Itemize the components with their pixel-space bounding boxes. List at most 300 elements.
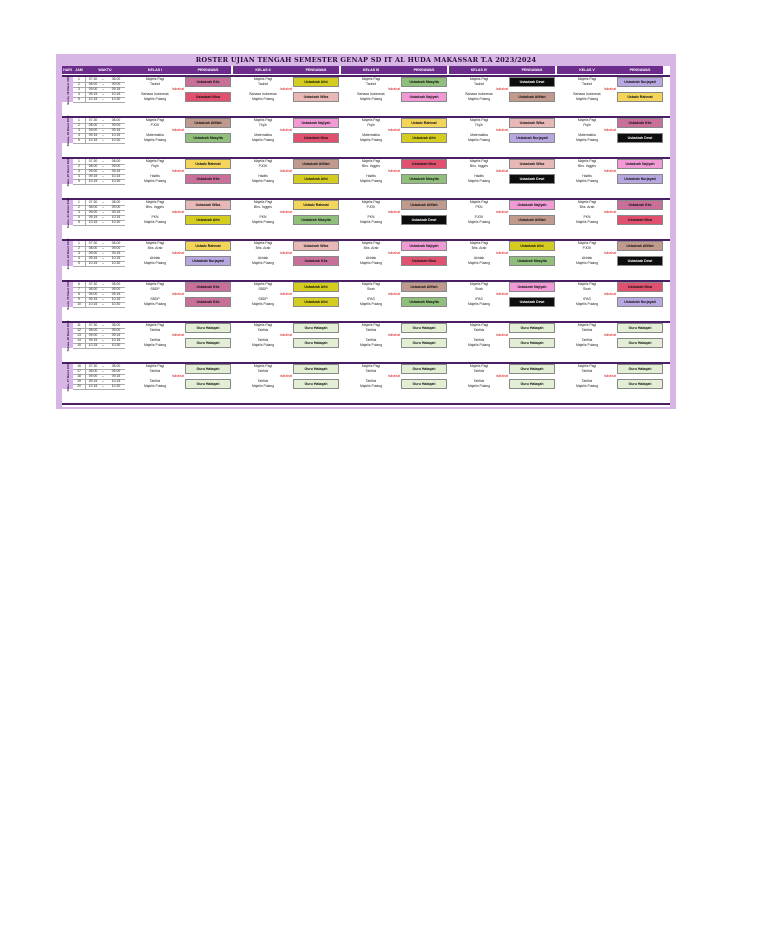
subject-cell: Fiqih [151,164,159,168]
pengawas-cell: Ustadzah Afni [401,133,447,143]
pengawas-cell: Guru Halaqah [617,338,663,348]
pengawas-cell: Ustadzah Afifiah [509,92,555,102]
start-time: 09.15 [85,92,100,98]
time-dash: – [99,256,107,262]
subject-cell: Majelis Pagi [361,77,381,81]
start-time: 07.30 [85,118,100,124]
subject-cell: Majelis Pagi [577,159,597,163]
pengawas-cell: Ustadzah Najiyah [293,118,339,128]
subject-cell: Majelis Pulang [359,179,383,183]
pengawas-cell: Ustadzah Dewi [617,133,663,143]
pengawas-cell: Ustadzah Masyita [293,215,339,225]
start-time: 09.00 [85,333,100,339]
jam-header: JAM [73,66,85,74]
break-cell: Istirahat [279,292,293,296]
subject-cell: Tahfidz [365,369,377,373]
subject-cell: Bhs. Arab [471,246,487,250]
end-time: 09.15 [107,333,125,339]
break-cell: Istirahat [279,169,293,173]
break-cell: Istirahat [387,210,401,214]
pengawas-cell: Guru Halaqah [509,323,555,333]
end-time: 08.00 [107,364,125,370]
start-time: 10.15 [85,179,100,185]
roster-sheet [56,54,676,409]
subject-cell: Tauhid [474,82,484,86]
subject-cell: Tahfidz [473,328,485,332]
subject-cell: Majelis Pulang [143,343,167,347]
time-dash: – [99,379,107,385]
subject-cell: Tahfidz [365,338,377,342]
pengawas-cell: Guru Halaqah [401,338,447,348]
time-dash: – [99,133,107,139]
end-time: 10.15 [107,174,125,180]
start-time: 07.30 [85,364,100,370]
subject-cell: Majelis Pagi [577,323,597,327]
subject-cell: Majelis Pagi [145,364,165,368]
end-time: 09.00 [107,82,125,88]
start-time: 08.00 [85,82,100,88]
end-time: 09.15 [107,251,125,257]
jam-number: 10 [73,302,85,308]
start-time: 08.00 [85,287,100,293]
jam-number: 3 [73,87,85,93]
subject-cell: Majelis Pulang [359,384,383,388]
break-cell: Istirahat [603,128,617,132]
break-cell: Istirahat [495,251,509,255]
subject-cell: PKN [475,205,483,209]
subject-cell: Hadits [366,174,376,178]
end-time: 10.15 [107,297,125,303]
subject-cell: Tahfidz [473,379,485,383]
pengawas-cell: Ustadzah Afni [293,282,339,292]
start-time: 09.15 [85,174,100,180]
subject-cell: Fiqih [367,123,375,127]
subject-cell: SBDP [150,297,160,301]
subject-cell: Tauhid [582,82,592,86]
subject-cell: Majelis Pagi [469,118,489,122]
subject-cell: Majelis Pagi [577,118,597,122]
subject-cell: Majelis Pagi [361,118,381,122]
subject-cell: Majelis Pagi [145,200,165,204]
time-dash: – [99,200,107,206]
subject-cell: PJOK [150,123,160,127]
break-cell: Istirahat [171,374,185,378]
subject-cell: Majelis Pagi [469,159,489,163]
pengawas-header: PENGAWAS [617,66,663,74]
end-time: 09.00 [107,328,125,334]
day-label-text: Senin, 25 Maret 2024 [65,279,70,310]
pengawas-cell: Ustadzah Kiis [617,200,663,210]
subject-cell: Majelis Pulang [251,302,275,306]
start-time: 08.00 [85,246,100,252]
time-dash: – [99,292,107,298]
class-header: KELAS IV [449,66,509,74]
time-dash: – [99,128,107,134]
start-time: 10.15 [85,97,100,103]
time-dash: – [99,164,107,170]
subject-cell: Tahfidz [581,369,593,373]
pengawas-cell: Ustadzah Kiis [617,118,663,128]
subject-cell: PJOK [474,215,484,219]
subject-cell: Bahasa Indonesia [141,92,169,96]
subject-cell: PKN [151,215,159,219]
pengawas-cell: Ustadzah Masyita [401,297,447,307]
break-cell: Istirahat [279,128,293,132]
subject-cell: Tahfidz [365,328,377,332]
subject-cell: Majelis Pulang [575,343,599,347]
end-time: 09.00 [107,287,125,293]
pengawas-cell: Ustadz Rahmat [401,118,447,128]
pengawas-cell: Ustadzah Wika [509,118,555,128]
jam-number: 4 [73,92,85,98]
subject-cell: Tahfidz [473,338,485,342]
time-dash: – [99,174,107,180]
jam-number: 7 [73,287,85,293]
jam-number: 1 [73,241,85,247]
day-label [62,115,73,146]
jam-number: 16 [73,364,85,370]
start-time: 07.30 [85,77,100,83]
subject-cell: Majelis Pulang [251,138,275,142]
pengawas-cell: Ustadzah Afni [509,241,555,251]
pengawas-cell: Ustadzah Masyita [401,174,447,184]
subject-cell: Majelis Pagi [253,241,273,245]
subject-cell: PKN [259,215,267,219]
pengawas-cell: Ustadzah Nurjayati [617,297,663,307]
hari-header: HARI [63,68,72,72]
end-time: 10.30 [107,97,125,103]
pengawas-cell: Ustadzah Kiis [293,256,339,266]
page-title: ROSTER UJIAN TENGAH SEMESTER GENAP SD IT AL HUDA MAKASSAR T.A 2023/2024 [195,56,537,64]
subject-cell: Matematika [362,133,380,137]
subject-cell: Sirah [583,287,591,291]
subject-cell: Majelis Pulang [143,97,167,101]
subject-cell: Majelis Pulang [143,261,167,265]
start-time: 09.00 [85,292,100,298]
jam-number: 13 [73,333,85,339]
roster-table [62,66,670,407]
time-dash: – [99,179,107,185]
time-dash: – [99,87,107,93]
end-time: 09.15 [107,292,125,298]
subject-cell: Majelis Pagi [253,200,273,204]
end-time: 08.00 [107,159,125,165]
time-dash: – [99,210,107,216]
subject-cell: Majelis Pulang [359,220,383,224]
subject-cell: Majelis Pulang [251,97,275,101]
subject-cell: Majelis Pagi [361,241,381,245]
start-time: 09.00 [85,210,100,216]
subject-cell: Bahasa Indonesia [465,92,493,96]
pengawas-cell: Ustadzah Dewi [509,174,555,184]
end-time: 09.00 [107,369,125,375]
break-cell: Istirahat [495,292,509,296]
time-dash: – [99,205,107,211]
jam-number: 14 [73,338,85,344]
end-time: 10.15 [107,133,125,139]
time-dash: – [99,251,107,257]
pengawas-cell: Ustadzah Masyita [185,133,231,143]
subject-cell: Majelis Pulang [143,384,167,388]
pengawas-cell: Ustadzah Kiis [185,297,231,307]
start-time: 08.00 [85,328,100,334]
start-time: 08.00 [85,369,100,375]
pengawas-cell: Guru Halaqah [293,379,339,389]
pengawas-cell: Guru Halaqah [617,323,663,333]
subject-cell: Majelis Pagi [361,364,381,368]
subject-cell: Bhs. Arab [255,246,271,250]
start-time: 10.15 [85,343,100,349]
jam-number: 3 [73,210,85,216]
subject-cell: Majelis Pagi [469,77,489,81]
start-time: 09.15 [85,256,100,262]
jam-number: 2 [73,164,85,170]
subject-cell: Majelis Pulang [359,343,383,347]
break-cell: Istirahat [171,128,185,132]
end-time: 10.30 [107,220,125,226]
end-time: 08.00 [107,77,125,83]
subject-cell: Majelis Pagi [253,159,273,163]
subject-cell: Majelis Pulang [251,384,275,388]
subject-cell: Majelis Pulang [575,97,599,101]
subject-cell: IPAS [475,297,483,301]
end-time: 10.30 [107,261,125,267]
subject-cell: Majelis Pulang [143,138,167,142]
jam-number: 5 [73,179,85,185]
subject-cell: Tauhid [258,82,268,86]
subject-cell: Tauhid [366,82,376,86]
day-label [62,74,73,105]
pengawas-cell: Guru Halaqah [617,364,663,374]
day-label [62,159,73,184]
time-dash: – [99,246,107,252]
pengawas-cell: Guru Halaqah [185,323,231,333]
break-cell: Istirahat [171,169,185,173]
time-dash: – [99,282,107,288]
pengawas-cell: Ustadzah Nurjayati [617,77,663,87]
time-dash: – [99,215,107,221]
start-time: 09.00 [85,374,100,380]
start-time: 07.30 [85,241,100,247]
start-time: 08.00 [85,164,100,170]
subject-cell: Akhlak [473,256,485,260]
pengawas-cell: Ustadzah Kiis [185,282,231,292]
class-header: KELAS I [125,66,185,74]
start-time: 10.15 [85,261,100,267]
jam-number: 18 [73,374,85,380]
subject-cell: Majelis Pulang [359,302,383,306]
waktu-header: WAKTU [85,66,125,74]
pengawas-cell: Guru Halaqah [293,338,339,348]
pengawas-cell: Ustadzah Afifiah [185,118,231,128]
pengawas-cell: Ustadzah Afifiah [293,159,339,169]
subject-cell: PKN [583,215,591,219]
subject-cell: Majelis Pagi [145,241,165,245]
break-cell: Istirahat [387,251,401,255]
time-dash: – [99,82,107,88]
subject-cell: Majelis Pagi [253,77,273,81]
break-cell: Istirahat [171,87,185,91]
subject-cell: Majelis Pulang [467,261,491,265]
break-cell: Istirahat [495,374,509,378]
subject-cell: Bhs. Inggris [362,164,380,168]
time-dash: – [99,338,107,344]
end-time: 10.15 [107,379,125,385]
subject-cell: Majelis Pagi [145,323,165,327]
subject-cell: Bhs. Arab [579,205,595,209]
subject-cell: Fiqih [583,123,591,127]
pengawas-cell: Ustadzah Dewi [401,215,447,225]
pengawas-cell: Guru Halaqah [509,379,555,389]
subject-cell: PJOK [366,205,376,209]
subject-cell: Tahfidz [257,338,269,342]
subject-cell: SBDP [258,287,268,291]
end-time: 09.15 [107,169,125,175]
subject-cell: PJOK [258,164,268,168]
time-dash: – [99,328,107,334]
end-time: 10.15 [107,256,125,262]
time-dash: – [99,261,107,267]
subject-cell: Hadits [582,174,592,178]
subject-cell: Majelis Pagi [145,282,165,286]
day-label [62,364,73,389]
pengawas-cell: Ustadzah Afifiah [401,200,447,210]
break-cell: Istirahat [279,374,293,378]
pengawas-cell: Ustadzah Masyita [401,77,447,87]
break-cell: Istirahat [387,292,401,296]
start-time: 09.15 [85,379,100,385]
start-time: 09.00 [85,128,100,134]
subject-cell: Matematika [470,133,488,137]
subject-cell: Majelis Pulang [575,179,599,183]
time-dash: – [99,369,107,375]
break-cell: Istirahat [279,210,293,214]
subject-cell: Tahfidz [365,379,377,383]
day-label-text: Kamis, 21 Maret 2024 [65,197,70,228]
subject-cell: Majelis Pulang [359,97,383,101]
time-dash: – [99,159,107,165]
subject-cell: Matematika [146,133,164,137]
pengawas-cell: Ustadzah Nurjayati [509,133,555,143]
pengawas-cell: Ustadzah Afni [293,77,339,87]
subject-cell: Tahfidz [149,328,161,332]
pengawas-cell: Ustadz Rahmat [617,92,663,102]
pengawas-header: PENGAWAS [401,66,447,74]
pengawas-header: PENGAWAS [509,66,555,74]
time-dash: – [99,169,107,175]
pengawas-cell: Guru Halaqah [185,364,231,374]
jam-number: 2 [73,246,85,252]
end-time: 09.00 [107,205,125,211]
start-time: 08.00 [85,205,100,211]
break-cell: Istirahat [171,210,185,214]
subject-cell: Majelis Pulang [251,261,275,265]
subject-cell: Matematika [254,133,272,137]
day-label [62,279,73,310]
time-dash: – [99,323,107,329]
pengawas-cell: Ustadzah Nisa [401,256,447,266]
pengawas-cell: Guru Halaqah [617,379,663,389]
start-time: 07.30 [85,200,100,206]
subject-cell: Majelis Pagi [361,323,381,327]
subject-cell: Majelis Pulang [467,220,491,224]
jam-number: 1 [73,118,85,124]
jam-number: 2 [73,205,85,211]
pengawas-cell: Ustadzah Wika [509,159,555,169]
pengawas-cell: Ustadzah Kiis [185,174,231,184]
subject-cell: Majelis Pulang [467,384,491,388]
pengawas-cell: Ustadzah Wika [185,200,231,210]
pengawas-cell: Guru Halaqah [509,364,555,374]
pengawas-cell: Ustadzah Nurjayati [617,174,663,184]
subject-cell: IPAS [583,297,591,301]
time-dash: – [99,364,107,370]
jam-number: 6 [73,282,85,288]
subject-cell: Majelis Pagi [145,118,165,122]
subject-cell: Majelis Pagi [253,364,273,368]
subject-cell: Majelis Pulang [143,302,167,306]
subject-cell: Bhs. Arab [147,246,163,250]
subject-cell: Majelis Pulang [467,302,491,306]
pengawas-cell: Ustadzah Nisa [617,282,663,292]
pengawas-cell: Ustadzah Wika [293,241,339,251]
time-dash: – [99,97,107,103]
start-time: 07.30 [85,282,100,288]
time-dash: – [99,220,107,226]
class-header: KELAS V [557,66,617,74]
subject-cell: Majelis Pulang [251,179,275,183]
pengawas-cell: Guru Halaqah [401,364,447,374]
subject-cell: Majelis Pulang [251,343,275,347]
subject-cell: PJOK [582,246,592,250]
jam-number: 4 [73,256,85,262]
end-time: 08.00 [107,323,125,329]
pengawas-cell: Ustadzah Nisa [185,92,231,102]
jam-number: 2 [73,123,85,129]
day-label-text: Senin, 18 Maret 2024 [65,74,70,105]
jam-number: 2 [73,82,85,88]
break-cell: Istirahat [495,169,509,173]
break-cell: Istirahat [387,87,401,91]
pengawas-cell: Ustadzah Najiyah [509,282,555,292]
end-time: 08.00 [107,241,125,247]
subject-cell: Fiqih [475,123,483,127]
subject-cell: Majelis Pagi [469,241,489,245]
subject-cell: Hadits [150,174,160,178]
subject-cell: Majelis Pagi [469,282,489,286]
jam-number: 5 [73,138,85,144]
subject-cell: Majelis Pagi [577,282,597,286]
subject-cell: Tahfidz [581,338,593,342]
subject-cell: Majelis Pagi [577,77,597,81]
subject-cell: Majelis Pulang [575,138,599,142]
subject-cell: Bhs. Arab [363,246,379,250]
end-time: 09.00 [107,246,125,252]
break-cell: Istirahat [603,251,617,255]
end-time: 09.15 [107,128,125,134]
break-cell: Istirahat [171,333,185,337]
day-label-text: Jum'at, 22 Maret 2024 [65,238,70,269]
subject-cell: SBDP [150,287,160,291]
start-time: 09.15 [85,338,100,344]
subject-cell: Majelis Pulang [359,138,383,142]
time-dash: – [99,92,107,98]
subject-cell: Majelis Pulang [251,220,275,224]
subject-cell: Majelis Pagi [253,323,273,327]
pengawas-cell: Guru Halaqah [401,323,447,333]
subject-cell: Majelis Pagi [361,200,381,204]
subject-cell: Majelis Pulang [467,179,491,183]
